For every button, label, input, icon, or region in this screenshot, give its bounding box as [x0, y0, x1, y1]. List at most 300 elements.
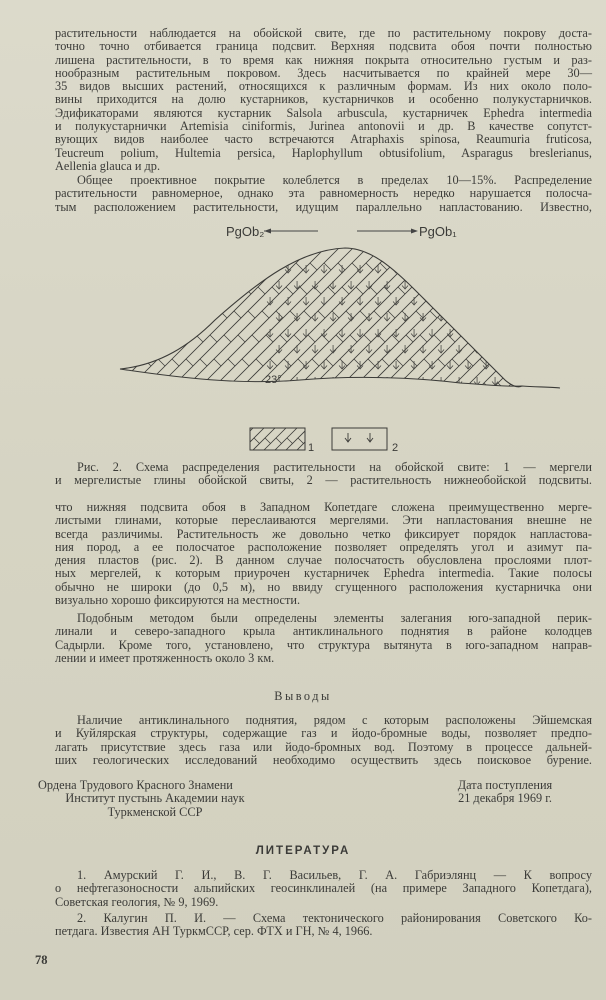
- hatch-tick: [182, 335, 189, 342]
- hatch-tick: [296, 263, 303, 270]
- plant-icon: [447, 297, 453, 305]
- plant-icon: [285, 329, 291, 337]
- paragraph-lower-subformation: [55, 501, 592, 607]
- text-line: лишена растительности, в то время как нижняя покрыта относительно густым и раз-: [55, 52, 592, 67]
- legend-item-1: [220, 428, 330, 454]
- hatch-tick: [478, 263, 485, 270]
- plant-icon: [339, 297, 345, 305]
- hatch-tick: [424, 359, 431, 366]
- plant-icon: [312, 377, 318, 385]
- received-date: [430, 779, 580, 806]
- hatch-tick: [570, 311, 577, 318]
- plant-icon: [465, 329, 471, 337]
- hatch-tick: [564, 359, 571, 366]
- hatch-tick: [456, 383, 463, 390]
- hatch-tick: [160, 287, 167, 294]
- hatch-tick: [270, 359, 277, 366]
- hatch-tick: [436, 263, 443, 270]
- hatch-tick: [344, 383, 351, 390]
- text-line: петдага. Известия АН ТуркмССР, сер. ФТХ и ГН, № 4, 1966.: [55, 924, 373, 939]
- figure-label-left: PgOb₂: [226, 224, 265, 239]
- hatch-tick: [14, 335, 21, 342]
- hatch-tick: [420, 335, 427, 342]
- plant-icon: [348, 377, 354, 385]
- hatch-tick: [120, 383, 127, 390]
- hatch-tick: [122, 311, 129, 318]
- dip-angle-label: 23°: [265, 374, 282, 386]
- hatch-line: [318, 240, 473, 395]
- hatch-line: [388, 240, 543, 395]
- plant-icon: [483, 265, 489, 273]
- hatch-tick: [566, 287, 573, 294]
- hatch-tick: [86, 263, 93, 270]
- hatch-tick: [568, 383, 575, 390]
- plant-icon: [411, 265, 417, 273]
- legend-swatch-vegetation: [332, 428, 387, 450]
- hatch-line: [304, 240, 459, 395]
- hatch-tick: [60, 359, 67, 366]
- hatch-line: [80, 240, 235, 395]
- hatch-tick: [476, 335, 483, 342]
- hatch-tick: [294, 335, 301, 342]
- plant-icon: [429, 329, 435, 337]
- plant-icon: [510, 313, 516, 321]
- hatch-tick: [472, 311, 479, 318]
- hatch-tick: [320, 438, 326, 444]
- hatch-tick: [346, 311, 353, 318]
- hatch-tick: [130, 359, 137, 366]
- text-line: листыми глинами, которые переслаиваются мергелями. Эти напластования внешне не: [55, 513, 592, 528]
- hatch-tick: [386, 383, 393, 390]
- hatch-line: [0, 240, 137, 395]
- hatch-tick: [0, 335, 7, 342]
- hatch-tick: [254, 263, 261, 270]
- hatch-tick: [342, 287, 349, 294]
- plant-icon: [501, 329, 507, 337]
- hatch-tick: [78, 383, 85, 390]
- reference-2: [55, 912, 592, 939]
- hatch-tick: [243, 438, 249, 444]
- hatch-tick: [142, 263, 149, 270]
- paragraph-method-results: [55, 612, 592, 665]
- hatch-tick: [290, 311, 297, 318]
- hatch-tick: [174, 287, 181, 294]
- hatch-tick: [28, 335, 35, 342]
- hatch-tick: [454, 287, 461, 294]
- hatch-line: [514, 240, 606, 395]
- affiliation-line: Туркменской ССР: [107, 804, 203, 819]
- hatch-tick: [382, 359, 389, 366]
- plant-icon: [411, 329, 417, 337]
- plant-icon: [510, 345, 516, 353]
- hatch-tick: [394, 263, 401, 270]
- hatch-tick: [434, 335, 441, 342]
- hatch-tick: [500, 311, 507, 318]
- hatch-tick: [340, 359, 347, 366]
- hatch-tick: [108, 311, 115, 318]
- hatch-tick: [242, 359, 249, 366]
- text-line: Наличие антиклинального поднятия, рядом с которым расположены Эйшемская: [77, 713, 592, 727]
- hatch-tick: [156, 263, 163, 270]
- hatch-tick: [458, 311, 465, 318]
- hatch-tick: [350, 335, 357, 342]
- plant-icon: [375, 265, 381, 273]
- hatch-tick: [226, 263, 233, 270]
- hatch-tick: [352, 263, 359, 270]
- hatch-tick: [430, 311, 437, 318]
- affiliation-line: Ордена Трудового Красного Знамени: [38, 778, 233, 792]
- hatch-tick: [154, 335, 161, 342]
- hatch-tick: [268, 263, 275, 270]
- hatch-tick: [484, 383, 491, 390]
- hatch-tick: [184, 263, 191, 270]
- hatch-tick: [136, 311, 143, 318]
- hatch-tick: [466, 359, 473, 366]
- hatch-tick: [426, 287, 433, 294]
- hatch-line: [416, 240, 571, 395]
- legend-number-2: 2: [392, 442, 399, 454]
- hatch-tick: [8, 383, 15, 390]
- plant-icon: [321, 329, 327, 337]
- legend-item-2: [332, 428, 398, 454]
- hatch-tick: [172, 359, 179, 366]
- text-line: лении и имеет протяженность около 3 км.: [55, 650, 275, 665]
- text-line: 35 видов высших растений, относящихся к различным формам. Из них около поло-: [55, 79, 592, 94]
- hatch-tick: [580, 287, 587, 294]
- hatch-tick: [304, 311, 311, 318]
- plant-icon: [501, 297, 507, 305]
- hatch-tick: [560, 335, 567, 342]
- hatch-tick: [90, 287, 97, 294]
- hatch-tick: [140, 335, 147, 342]
- hatch-tick: [276, 311, 283, 318]
- hatch-line: [164, 240, 319, 395]
- plant-icon: [465, 297, 471, 305]
- hatch-tick: [100, 263, 107, 270]
- hatch-line: [500, 240, 606, 395]
- plant-icon: [321, 265, 327, 273]
- figure-label-right: PgOb₁: [419, 224, 457, 239]
- text-line: точно точно отбивается граница подсвит. Верхняя подсвита обоя почти полностью: [55, 39, 592, 54]
- paragraph-vegetation-distribution: [55, 27, 592, 173]
- hatch-tick: [300, 287, 307, 294]
- hatch-line: [178, 240, 333, 395]
- hatch-tick: [280, 335, 287, 342]
- hatch-tick: [265, 438, 271, 444]
- plant-icon: [483, 297, 489, 305]
- text-line: растительности наблюдается на обойской свите, где по растительному покрову доста-: [55, 26, 592, 40]
- hatch-tick: [402, 311, 409, 318]
- hatch-tick: [288, 383, 295, 390]
- plant-icon: [420, 377, 426, 385]
- hatch-tick: [128, 263, 135, 270]
- hatch-tick: [230, 287, 237, 294]
- hatch-tick: [224, 335, 231, 342]
- plant-icon: [375, 297, 381, 305]
- hatch-tick: [508, 359, 515, 366]
- hatch-tick: [72, 263, 79, 270]
- text-line: и мергелистые глины обойской свиты, 2 — растительность нижнеобойской подсвиты.: [55, 473, 592, 488]
- hatch-tick: [112, 335, 119, 342]
- hatch-tick: [602, 335, 606, 342]
- hatch-line: [486, 240, 606, 395]
- hatch-tick: [422, 263, 429, 270]
- hatch-line: [458, 240, 606, 395]
- hatch-tick: [490, 335, 497, 342]
- received-label: Дата поступления: [457, 778, 553, 792]
- hatch-tick: [584, 311, 591, 318]
- hatch-tick: [114, 263, 121, 270]
- figure-caption: [55, 461, 592, 488]
- hatch-tick: [450, 263, 457, 270]
- hatch-line: [0, 240, 151, 395]
- hatch-tick: [440, 287, 447, 294]
- hatch-tick: [198, 263, 205, 270]
- plant-icon: [420, 345, 426, 353]
- hatch-tick: [238, 335, 245, 342]
- plant-icon: [465, 361, 471, 369]
- hatch-tick: [132, 287, 139, 294]
- hatch-tick: [486, 311, 493, 318]
- hatch-line: [430, 240, 585, 395]
- hatch-line: [402, 240, 557, 395]
- hatch-tick: [92, 383, 99, 390]
- reference-1: [55, 869, 592, 909]
- hatch-line: [264, 428, 286, 450]
- hatch-tick: [256, 359, 263, 366]
- marl-hatching: [0, 240, 606, 395]
- hatch-tick: [80, 311, 87, 318]
- hatch-tick: [66, 311, 73, 318]
- hatch-tick: [492, 263, 499, 270]
- text-line: Teucreum polium, Hultemia persica, Haplophyllum obtusifolium, Asparagus breslerianus,: [55, 145, 592, 160]
- legend-number-1: 1: [308, 442, 315, 454]
- text-line: дения пластов (рис. 2). В данном случае полосчатость обусловлена прослоями плот-: [55, 553, 592, 568]
- plant-icon: [303, 297, 309, 305]
- hatch-tick: [62, 287, 69, 294]
- text-line: тым расположением растительности, идущим параллельно напластованию. Известно,: [55, 199, 592, 214]
- hatch-tick: [178, 311, 185, 318]
- hatch-line: [360, 240, 515, 395]
- hatch-tick: [118, 287, 125, 294]
- hatch-tick: [498, 383, 505, 390]
- hatch-tick: [410, 359, 417, 366]
- hatch-tick: [298, 359, 305, 366]
- text-line: и полукустарнички Artemisia ciniformis, Jurinea antonovii и др. В качестве сопутст-: [55, 119, 592, 134]
- hatch-tick: [562, 263, 569, 270]
- plant-icon: [429, 265, 435, 273]
- hatch-line: [24, 240, 179, 395]
- hatch-line: [0, 240, 109, 395]
- hatch-line: [374, 240, 529, 395]
- hatch-tick: [316, 383, 323, 390]
- plant-icon: [492, 281, 498, 289]
- hatch-tick: [212, 263, 219, 270]
- hatch-tick: [496, 287, 503, 294]
- hatch-line: [472, 240, 606, 395]
- hatch-tick: [510, 287, 517, 294]
- hatch-tick: [514, 311, 521, 318]
- hatch-tick: [550, 359, 557, 366]
- hatch-tick: [574, 335, 581, 342]
- text-line: что нижняя подсвита обоя в Западном Копетдаге сложена преимущественно мерге-: [55, 500, 592, 514]
- hatch-tick: [464, 263, 471, 270]
- hatch-tick: [536, 359, 543, 366]
- hatch-tick: [106, 383, 113, 390]
- author-affiliation: [30, 779, 280, 819]
- figure-2-vegetation-scheme: [0, 215, 606, 460]
- hatch-tick: [324, 263, 331, 270]
- hatch-tick: [590, 263, 597, 270]
- text-line: вующих видов наиболее часто встречаются Atraphaxis spinosa, Reaumuria fruticosa,: [55, 132, 592, 147]
- hatch-tick: [546, 335, 553, 342]
- arrow-right-label: [357, 224, 457, 239]
- hatch-tick: [287, 438, 293, 444]
- hatch-tick: [52, 311, 59, 318]
- received-value: 21 декабря 1969 г.: [458, 791, 552, 806]
- hatch-line: [444, 240, 599, 395]
- hatch-line: [0, 240, 95, 395]
- hatch-tick: [442, 383, 449, 390]
- hatch-tick: [18, 359, 25, 366]
- hatch-tick: [50, 383, 57, 390]
- page-number: 78: [35, 953, 48, 967]
- text-line: 1. Амурский Г. И., В. Г. Васильев, Г. А. Габриэлянц — К вопросу: [77, 868, 592, 882]
- conclusions-heading: Выводы: [274, 689, 332, 703]
- hatch-tick: [168, 335, 175, 342]
- hatch-tick: [228, 359, 235, 366]
- hatch-tick: [38, 311, 45, 318]
- arrow-right-head-icon: [411, 229, 418, 234]
- hatch-tick: [338, 263, 345, 270]
- hatch-tick: [594, 287, 601, 294]
- hatch-line: [234, 240, 389, 395]
- hatch-tick: [408, 263, 415, 270]
- hatch-line: [52, 240, 207, 395]
- plant-icon: [501, 265, 507, 273]
- hatch-tick: [356, 287, 363, 294]
- paragraph-conclusions: [55, 714, 592, 767]
- hatch-tick: [234, 311, 241, 318]
- plant-icon: [357, 329, 363, 337]
- text-line: Aellenia glauca и др.: [55, 158, 161, 173]
- hatch-line: [290, 240, 445, 395]
- hatch-tick: [444, 311, 451, 318]
- hatch-line: [262, 240, 417, 395]
- hatch-tick: [286, 287, 293, 294]
- plant-icon: [456, 281, 462, 289]
- text-line: Подобным методом были определены элементы залегания юго-западной перик-: [77, 611, 592, 625]
- plant-icon: [312, 345, 318, 353]
- text-line: вины приходится на долю кустарников, кустарничков и особенно полукустарничков.: [55, 92, 592, 107]
- hatch-tick: [24, 311, 31, 318]
- affiliation-line: Институт пустынь Академии наук: [65, 791, 245, 806]
- hatch-tick: [186, 359, 193, 366]
- plant-icon: [339, 329, 345, 337]
- hatch-tick: [42, 335, 49, 342]
- hatch-tick: [46, 359, 53, 366]
- plant-icon: [321, 361, 327, 369]
- hatch-line: [108, 240, 263, 395]
- plant-icon: [267, 265, 273, 273]
- plant-icon: [420, 281, 426, 289]
- hatch-tick: [366, 263, 373, 270]
- hatch-line: [220, 428, 242, 450]
- hatch-tick: [360, 311, 367, 318]
- hatch-tick: [576, 263, 583, 270]
- hatch-line: [66, 240, 221, 395]
- plant-icon: [492, 313, 498, 321]
- plant-icon: [294, 377, 300, 385]
- plant-icon: [303, 329, 309, 337]
- hatch-tick: [98, 335, 105, 342]
- hatch-tick: [374, 311, 381, 318]
- plant-icon: [348, 281, 354, 289]
- text-line: о нефтегазоносности альпийских геосинклиналей (на примере Западного Копетдага),: [55, 881, 592, 896]
- hatch-tick: [578, 359, 585, 366]
- hatch-tick: [330, 383, 337, 390]
- hatch-line: [556, 240, 606, 395]
- hatch-tick: [364, 335, 371, 342]
- text-line: Эдификаторами являются кустарник Salsola arbuscula, кустарничек Ephedra intermedia: [55, 105, 592, 120]
- hatch-tick: [310, 263, 317, 270]
- text-line: Рис. 2. Схема распределения растительности на обойской свите: 1 — мергели: [77, 460, 592, 474]
- hatch-tick: [232, 383, 239, 390]
- hatch-tick: [214, 359, 221, 366]
- hatch-tick: [22, 383, 29, 390]
- text-line: визуально хорошо фиксируются на местности.: [55, 593, 301, 608]
- plant-icon: [294, 345, 300, 353]
- hatch-tick: [468, 287, 475, 294]
- hatch-tick: [84, 335, 91, 342]
- plant-icon: [339, 361, 345, 369]
- plant-icon: [366, 377, 372, 385]
- plant-icon: [438, 281, 444, 289]
- hatch-tick: [94, 311, 101, 318]
- plant-icon: [483, 329, 489, 337]
- text-line: ных мергелей, к которым приурочен кустарничек Ephedra intermedia. Такие полосы: [55, 566, 592, 581]
- hatch-tick: [126, 335, 133, 342]
- hatch-tick: [416, 311, 423, 318]
- plant-icon: [393, 361, 399, 369]
- hatch-line: [220, 240, 375, 395]
- arrow-left-head-icon: [264, 229, 271, 234]
- hatch-tick: [554, 383, 561, 390]
- hatch-tick: [218, 383, 225, 390]
- hatch-tick: [164, 311, 171, 318]
- hatch-tick: [192, 311, 199, 318]
- plant-icon: [447, 265, 453, 273]
- hatch-tick: [252, 335, 259, 342]
- text-line: обычно не широки (до 0,5 м), но ввиду сгущенного расположения кустарничка они: [55, 579, 592, 594]
- hatch-tick: [524, 287, 531, 294]
- text-line: и Куйлярская структуры, содержащие газ и йодо-бромные воды, позволяет предпо-: [55, 726, 592, 741]
- hatch-tick: [452, 359, 459, 366]
- hatch-tick: [552, 287, 559, 294]
- hatch-tick: [368, 359, 375, 366]
- hatch-tick: [4, 359, 11, 366]
- hatch-tick: [414, 383, 421, 390]
- paragraph-projective-cover: [55, 174, 592, 214]
- plant-icon: [312, 313, 318, 321]
- hatch-line: [253, 428, 275, 450]
- text-line: ших геологических исследований необходимо осуществить здесь поисковое бурение.: [55, 752, 592, 767]
- plant-icon: [492, 345, 498, 353]
- hatch-tick: [216, 287, 223, 294]
- hatch-tick: [162, 383, 169, 390]
- hatch-tick: [48, 287, 55, 294]
- hatch-line: [528, 240, 606, 395]
